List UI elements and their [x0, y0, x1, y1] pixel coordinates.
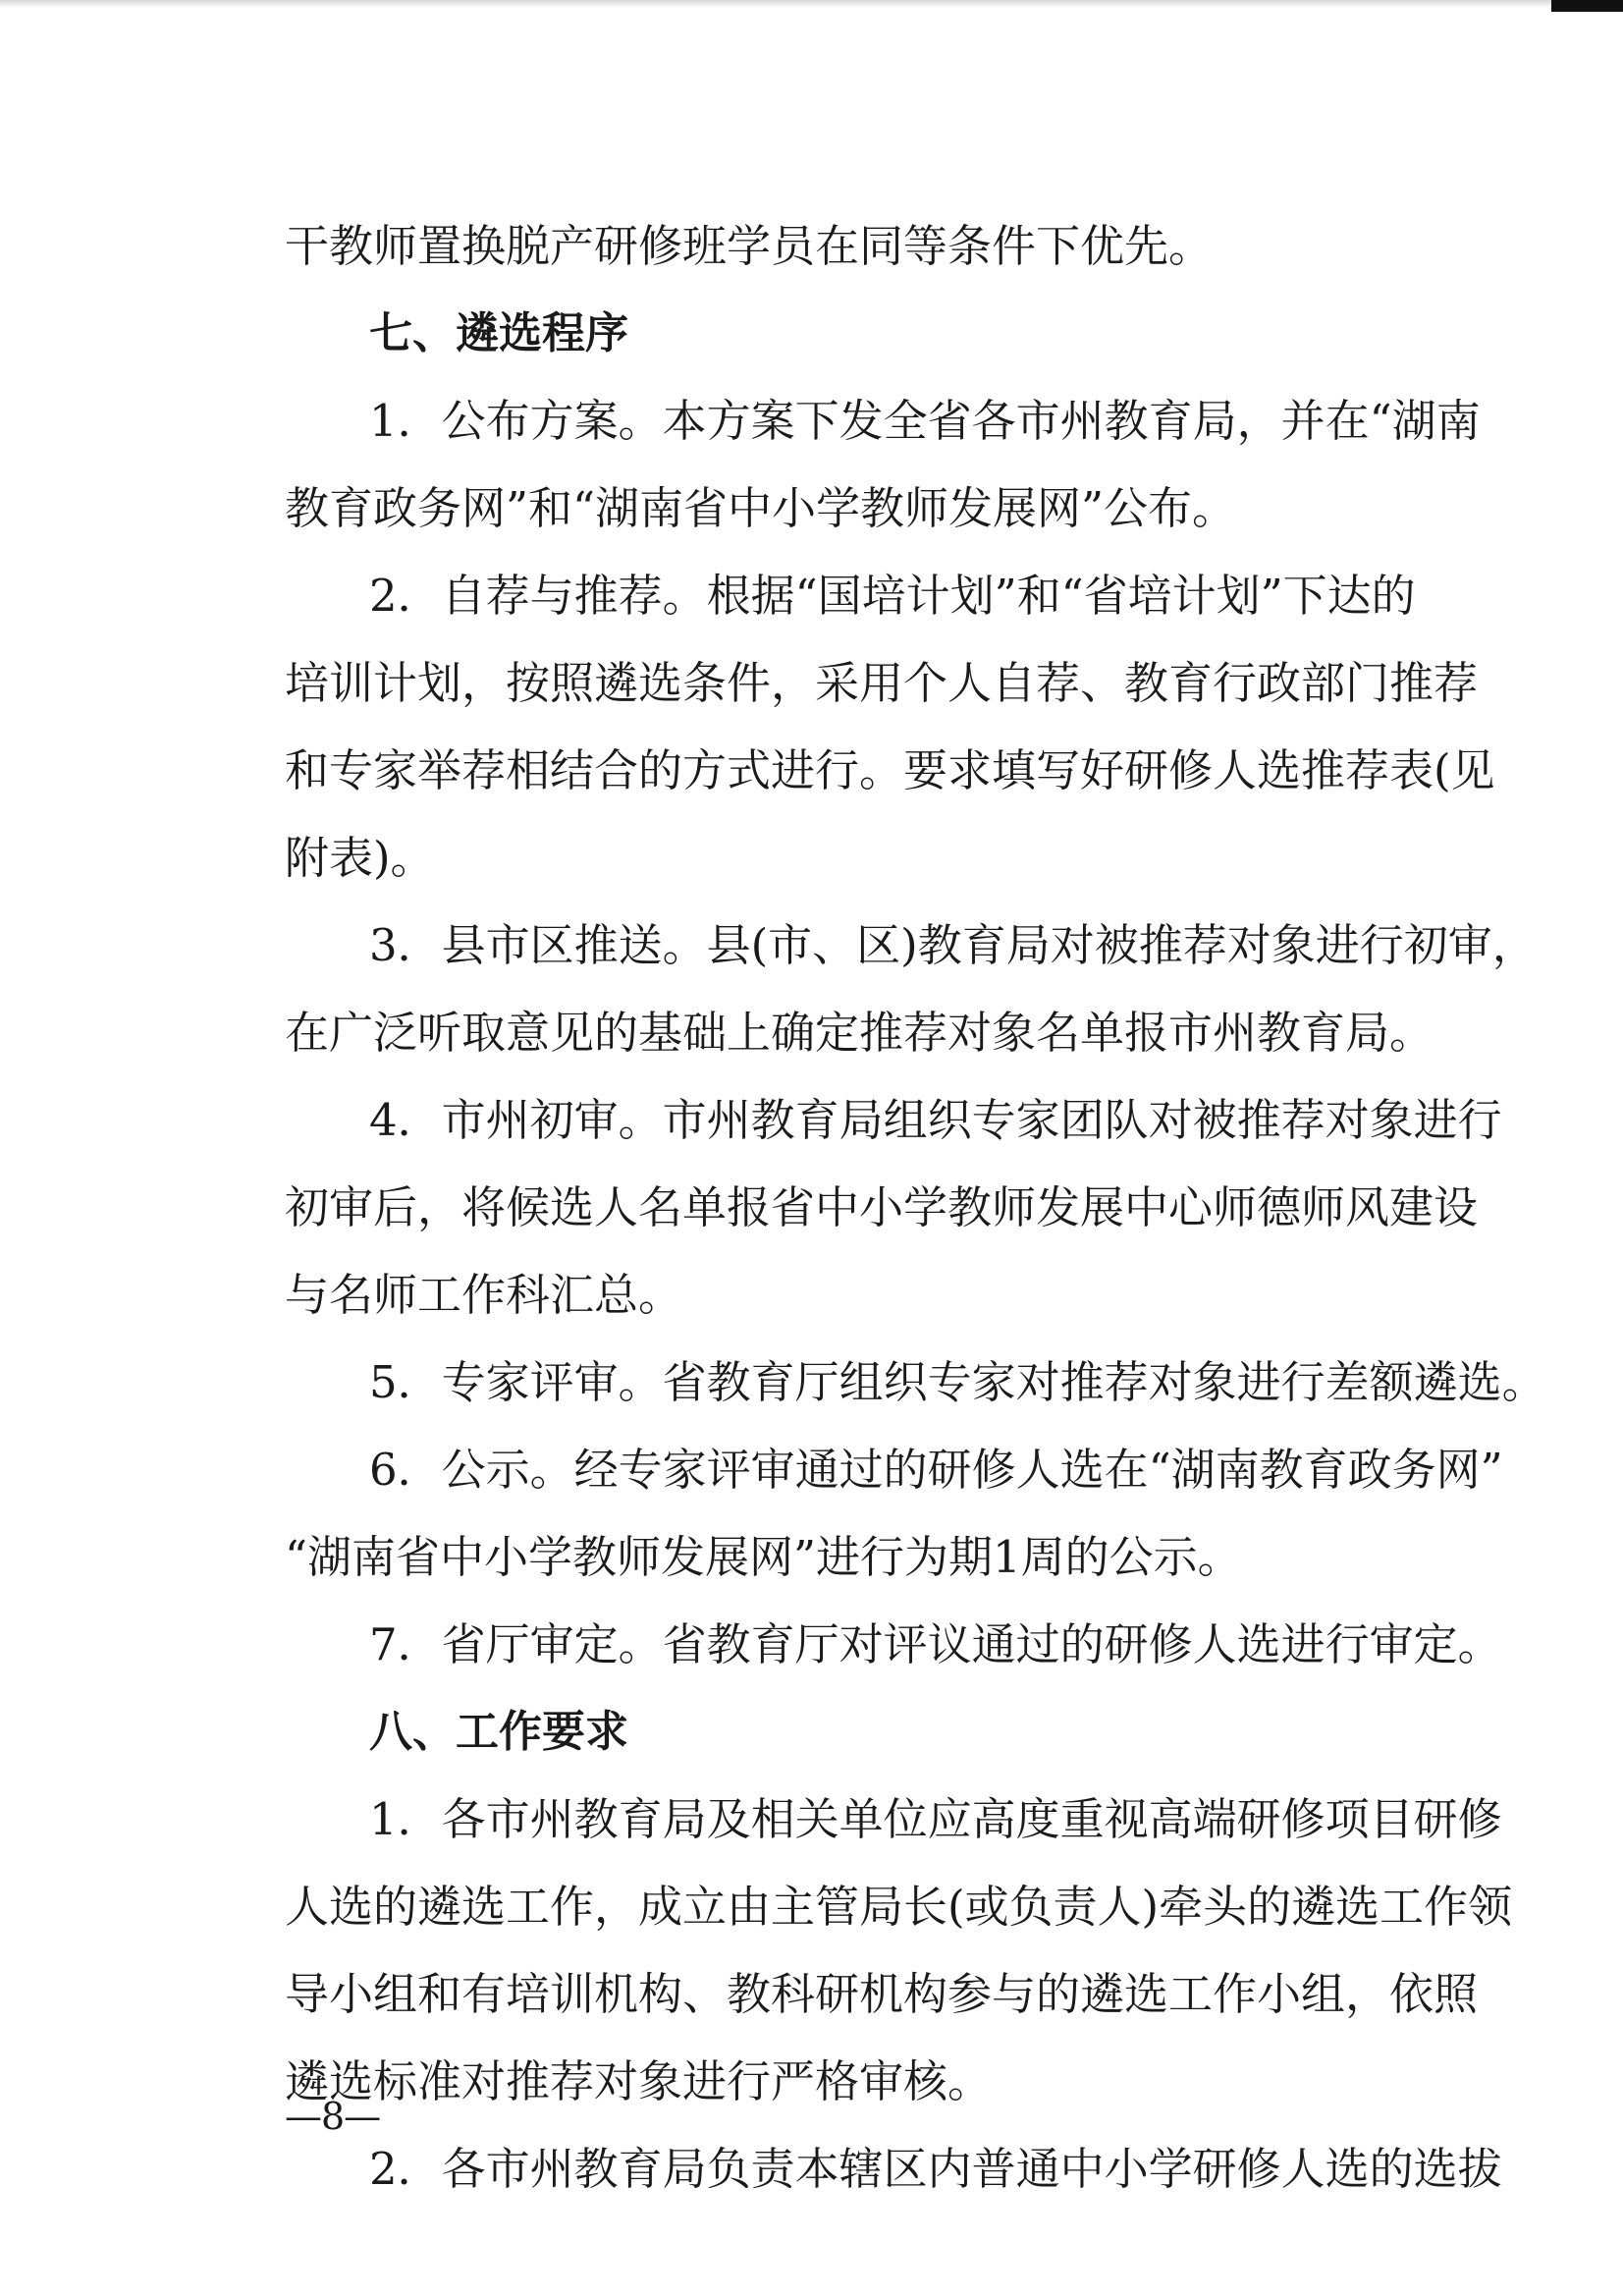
text-line: 1．各市州教育局及相关单位应高度重视高端研修项目研修: [369, 1793, 1502, 1845]
section-heading: 八、工作要求: [369, 1707, 628, 1757]
text-line: 遴选标准对推荐对象进行严格审核。: [285, 2055, 993, 2107]
text-line: 人选的遴选工作，成立由主管局长(或负责人)牵头的遴选工作领: [285, 1881, 1513, 1933]
text-line: 4．市州初审。市州教育局组织专家团队对被推荐对象进行: [369, 1094, 1502, 1146]
text-line: 在广泛听取意见的基础上确定推荐对象名单报市州教育局。: [285, 1007, 1434, 1059]
scan-edge: [0, 0, 1623, 8]
text-line: 初审后，将候选人名单报省中小学教师发展中心师德师风建设: [285, 1181, 1479, 1233]
text-line: 教育政务网”和“湖南省中小学教师发展网”公布。: [285, 482, 1237, 534]
text-line: 1．公布方案。本方案下发全省各市州教育局，并在“湖南: [369, 395, 1481, 447]
section-heading: 七、遴选程序: [369, 308, 628, 358]
text-line: 3．县市区推送。县(市、区)教育局对被推荐对象进行初审，: [369, 919, 1537, 971]
text-line: 5．专家评审。省教育厅组织专家对推荐对象进行差额遴选。: [369, 1356, 1546, 1408]
text-line: 导小组和有培训机构、教科研机构参与的遴选工作小组，依照: [285, 1968, 1479, 2020]
page-number: —8—: [285, 2095, 381, 2138]
document-body: [285, 202, 1546, 2213]
text-line: 2．自荐与推荐。根据“国培计划”和“省培计划”下达的: [369, 570, 1416, 622]
text-line: 干教师置换脱产研修班学员在同等条件下优先。: [285, 220, 1214, 272]
text-line: 附表)。: [285, 832, 435, 884]
text-line: 培训计划，按照遴选条件，采用个人自荐、教育行政部门推荐: [285, 657, 1479, 709]
text-line: 6．公示。经专家评审通过的研修人选在“湖南教育政务网”: [369, 1444, 1503, 1496]
text-line: 与名师工作科汇总。: [285, 1269, 683, 1321]
text-line: 7．省厅审定。省教育厅对评议通过的研修人选进行审定。: [369, 1618, 1502, 1670]
text-line: 2．各市州教育局负责本辖区内普通中小学研修人选的选拔: [369, 2143, 1502, 2195]
text-line: “湖南省中小学教师发展网”进行为期1周的公示。: [285, 1531, 1242, 1583]
scan-mark: [1551, 0, 1623, 12]
text-line: 和专家举荐相结合的方式进行。要求填写好研修人选推荐表(见: [285, 744, 1495, 796]
